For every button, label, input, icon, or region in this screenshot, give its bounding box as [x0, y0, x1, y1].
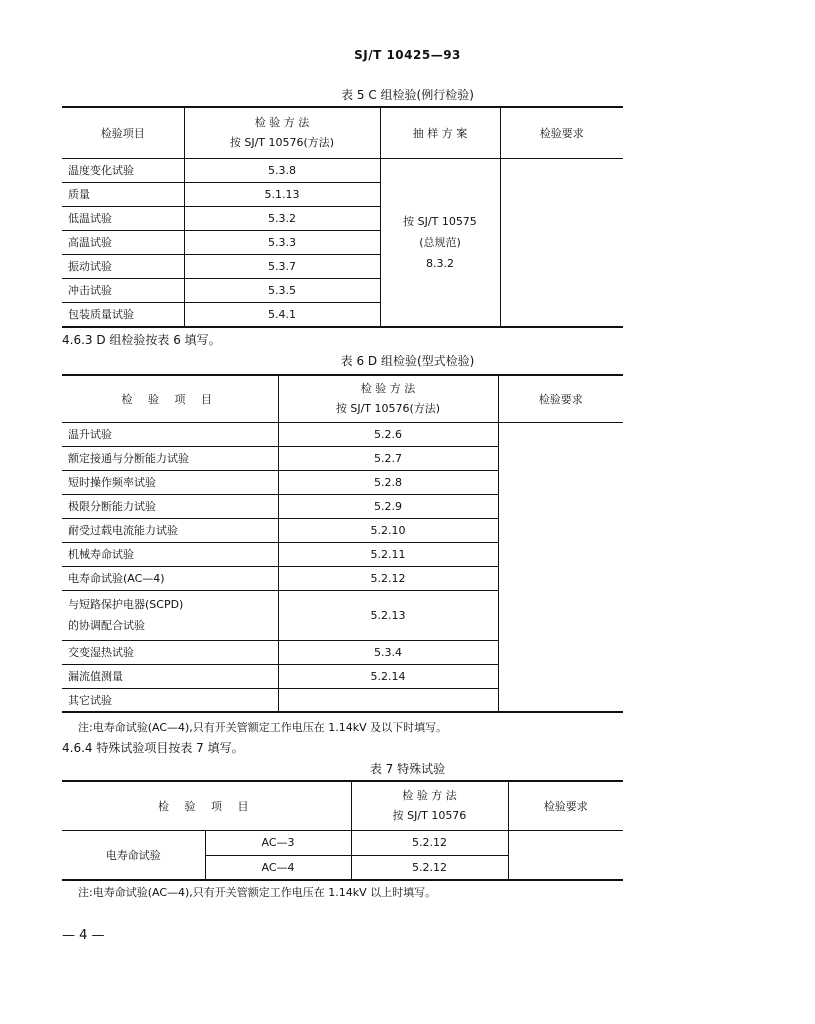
table7-header-method — [351, 781, 508, 830]
table5-row-method: 5.3.3 — [184, 230, 380, 254]
table-row — [62, 422, 623, 446]
table5-header-method-line1: 检 验 方 法 — [254, 115, 310, 129]
table7-row-sub: AC—4 — [205, 855, 351, 880]
standard-number-header: SJ/T 10425—93 — [354, 48, 461, 62]
table6-row-method: 5.2.13 — [278, 590, 498, 640]
table6-row-item: 极限分断能力试验 — [62, 494, 278, 518]
table5-sampling-line2: (总规范) — [419, 235, 461, 249]
table5-row-method: 5.3.5 — [184, 278, 380, 302]
table5-requirement-cell — [500, 158, 623, 327]
table5-row-item: 冲击试验 — [62, 278, 184, 302]
table5-row-method: 5.4.1 — [184, 302, 380, 327]
table6 — [62, 374, 623, 713]
table6-row-item: 其它试验 — [62, 688, 278, 712]
table6-row-method — [278, 688, 498, 712]
table5-row-method: 5.3.2 — [184, 206, 380, 230]
table6-row-item: 额定接通与分断能力试验 — [62, 446, 278, 470]
table6-row-item: 漏流值测量 — [62, 664, 278, 688]
table6-row-method: 5.2.11 — [278, 542, 498, 566]
table6-row-method: 5.2.8 — [278, 470, 498, 494]
table6-row-method: 5.2.10 — [278, 518, 498, 542]
table5-row-item: 高温试验 — [62, 230, 184, 254]
table7-caption: 表 7 特殊试验 — [369, 762, 446, 776]
table7-requirement-cell — [508, 830, 623, 880]
clause-4-6-4: 4.6.4 特殊试验项目按表 7 填写。 — [62, 741, 244, 755]
table6-requirement-cell — [498, 422, 623, 712]
table7-header-method-line1: 检 验 方 法 — [402, 788, 457, 802]
table5-header-item: 检验项目 — [62, 107, 184, 158]
table6-row-item: 交变湿热试验 — [62, 640, 278, 664]
table6-header-method-line2: 按 SJ/T 10576(方法) — [335, 401, 441, 415]
table6-row-item: 电寿命试验(AC—4) — [62, 566, 278, 590]
table5-header-method — [184, 107, 380, 158]
table7-group-item: 电寿命试验 — [62, 830, 205, 880]
table7-row-method: 5.2.12 — [351, 855, 508, 880]
table6-header-method — [278, 375, 498, 422]
table6-row-method: 5.2.9 — [278, 494, 498, 518]
table7-header-method-line2: 按 SJ/T 10576 — [392, 808, 467, 822]
table5-row-item: 温度变化试验 — [62, 158, 184, 182]
table6-row-item: 短时操作频率试验 — [62, 470, 278, 494]
table6-row-method: 5.3.4 — [278, 640, 498, 664]
table6-header-item: 检 验 项 目 — [62, 375, 278, 422]
table7-header-item: 检 验 项 目 — [62, 781, 351, 830]
table5-header-method-line2: 按 SJ/T 10576(方法) — [229, 135, 335, 149]
table5-sampling-line3: 8.3.2 — [426, 256, 454, 270]
table-row — [62, 158, 623, 182]
table5-row-method: 5.1.13 — [184, 182, 380, 206]
table6-row-method: 5.2.14 — [278, 664, 498, 688]
table5-sampling-line1: 按 SJ/T 10575 — [403, 214, 477, 228]
page-number: — 4 — — [62, 928, 105, 943]
table6-caption: 表 6 D 组检验(型式检验) — [340, 354, 475, 368]
table5-header-requirement: 检验要求 — [500, 107, 623, 158]
table7-note: 注:电寿命试验(AC—4),只有开关管额定工作电压在 1.14kV 以上时填写。 — [78, 886, 437, 899]
table-row — [62, 830, 623, 855]
table5-row-item: 低温试验 — [62, 206, 184, 230]
table6-row-method: 5.2.6 — [278, 422, 498, 446]
table7 — [62, 780, 623, 881]
table5-row-method: 5.3.7 — [184, 254, 380, 278]
table5-row-method: 5.3.8 — [184, 158, 380, 182]
table6-row-item: 温升试验 — [62, 422, 278, 446]
table5-sampling-cell — [380, 158, 500, 327]
table5-header-sampling: 抽 样 方 案 — [380, 107, 500, 158]
table6-row-item — [62, 590, 278, 640]
table6-row-item: 耐受过载电流能力试验 — [62, 518, 278, 542]
table6-row-item-line2: 的协调配合试验 — [68, 619, 145, 632]
table6-note: 注:电寿命试验(AC—4),只有开关管额定工作电压在 1.14kV 及以下时填写。 — [78, 721, 448, 734]
table5-caption: 表 5 C 组检验(例行检验) — [341, 88, 474, 102]
table5-row-item: 振动试验 — [62, 254, 184, 278]
table6-row-method: 5.2.7 — [278, 446, 498, 470]
table6-row-item: 机械寿命试验 — [62, 542, 278, 566]
table6-row-method: 5.2.12 — [278, 566, 498, 590]
table5-row-item: 包装质量试验 — [62, 302, 184, 327]
table5 — [62, 106, 623, 328]
clause-4-6-3: 4.6.3 D 组检验按表 6 填写。 — [62, 333, 221, 347]
table6-header-method-line1: 检 验 方 法 — [360, 381, 416, 395]
table6-row-item-line1: 与短路保护电器(SCPD) — [68, 598, 184, 611]
table7-header-requirement: 检验要求 — [508, 781, 623, 830]
table7-row-method: 5.2.12 — [351, 830, 508, 855]
table7-row-sub: AC—3 — [205, 830, 351, 855]
table6-header-requirement: 检验要求 — [498, 375, 623, 422]
table5-row-item: 质量 — [62, 182, 184, 206]
